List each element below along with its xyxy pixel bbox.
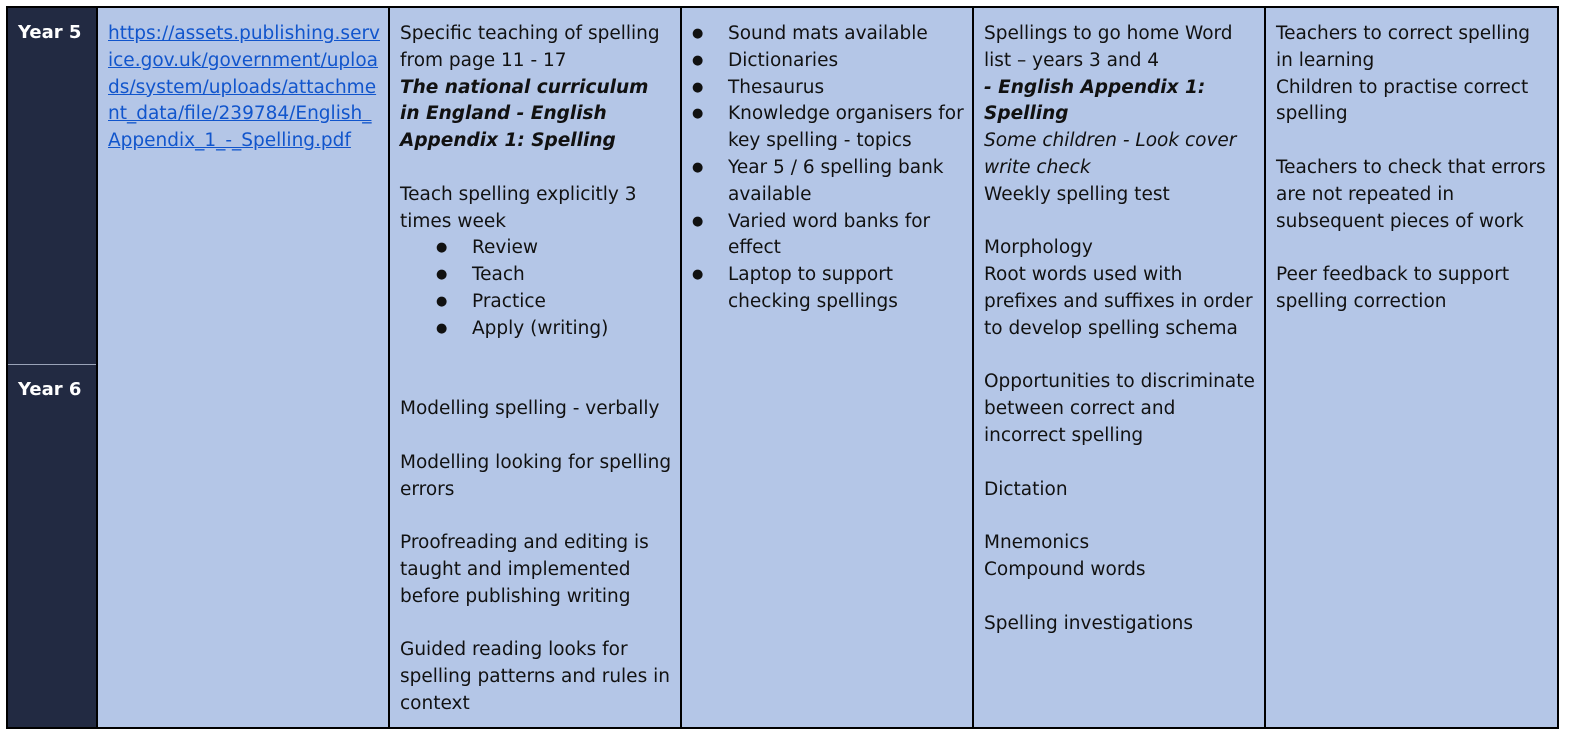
check-errors-text: Teachers to check that errors are not repeated in subsequent pieces of work [1276,156,1546,232]
practise-text: Children to practise correct spelling [1276,76,1529,125]
list-item: ● Knowledge organisers for key spelling - topics [692,101,964,155]
word-list-text: Spellings to go home Word list – years 3 and 4 [984,23,1233,71]
list-item: ● Review [400,235,672,262]
list-item: ● Laptop to support checking spellings [692,262,964,316]
feedback-cell [1266,8,1557,727]
compound-words-text: Compound words [984,558,1146,580]
correct-spelling-text: Teachers to correct spelling in learning [1276,23,1531,71]
list-item: ● Practice [400,289,672,316]
look-cover-text: Some children - Look cover write check [984,130,1237,178]
home-learning-cell [974,8,1266,727]
appendix-reference: - English Appendix 1: Spelling [984,76,1206,125]
curriculum-reference: The national curriculum in England - English Appendix 1: Spelling [400,76,649,152]
modelling-verbal-text: Modelling spelling - verbally [400,398,660,420]
teaching-steps-list [400,235,672,342]
peer-feedback-text: Peer feedback to support spelling correction [1276,264,1510,312]
guided-reading-text: Guided reading looks for spelling patterns and rules in context [400,639,670,714]
support-cell [682,8,974,727]
proofreading-text: Proofreading and editing is taught and implemented before publishing writing [400,532,649,607]
list-item: ● Dictionaries [692,48,964,75]
list-item: ● Year 5 / 6 spelling bank available [692,155,964,209]
list-item: ● Varied word banks for effect [692,209,964,263]
year-6-cell: Year 6 [18,379,82,400]
discriminate-text: Opportunities to discriminate between correct and incorrect spelling [984,371,1255,446]
mnemonics-text: Mnemonics [984,532,1090,554]
investigations-text: Spelling investigations [984,612,1194,634]
year-5-cell: Year 5 [8,8,98,365]
teaching-cell [390,8,682,727]
teaching-intro: Specific teaching of spelling from page 11 - 17 [400,23,660,71]
weekly-test-text: Weekly spelling test [984,183,1170,205]
dictation-text: Dictation [984,478,1068,500]
list-item: ● Apply (writing) [400,316,672,343]
spelling-appendix-link[interactable]: https://assets.publishing.service.gov.uk/government/uploads/system/uploads/attachment_data/file/239784/English_Appendix_1_-_Spelling.pdf [108,23,380,152]
modelling-errors-text: Modelling looking for spelling errors [400,451,672,500]
root-words-text: Root words used with prefixes and suffixes in order to develop spelling schema [984,264,1253,339]
resources-cell [98,8,390,727]
list-item: ● Sound mats available [692,21,964,48]
spelling-table [6,6,1559,729]
list-item: ● Thesaurus [692,75,964,102]
explicit-teaching-text: Teach spelling explicitly 3 times week [400,183,637,232]
support-list [692,21,964,316]
list-item: ● Teach [400,262,672,289]
year-column [8,8,98,727]
morphology-text: Morphology [984,237,1093,259]
